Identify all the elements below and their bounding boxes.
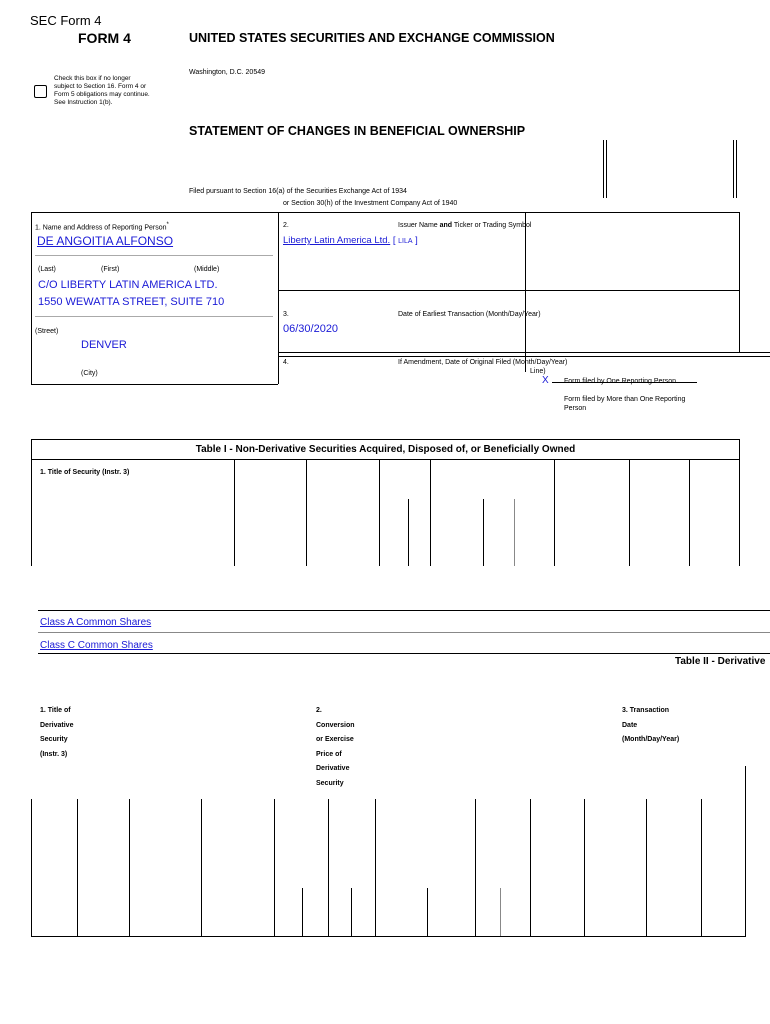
reporting-person-name-link[interactable]: DE ANGOITIA ALFONSO xyxy=(37,234,174,248)
reporting-person-label: 1. Name and Address of Reporting Person* xyxy=(35,222,169,232)
no-longer-subject-checkbox[interactable] xyxy=(34,85,47,98)
table1-row-class-a[interactable]: Class A Common Shares xyxy=(40,617,152,628)
issuer-ticker-label: Issuer Name and Ticker or Trading Symbol xyxy=(398,222,532,229)
table1-row-class-c[interactable]: Class C Common Shares xyxy=(40,640,153,651)
address-line-2: 1550 WEWATTA STREET, SUITE 710 xyxy=(38,296,225,308)
table2-title: Table II - Derivative xyxy=(675,656,766,667)
checkbox-instruction: Check this box if no longer subject to Section 16. Form 4 or Form 5 obligations may continue. See Instruction 1(b). xyxy=(54,75,150,106)
address-line-1: C/O LIBERTY LATIN AMERICA LTD. xyxy=(38,279,218,291)
table2-col-title: 1. Title of Derivative Security (Instr. 3) xyxy=(40,707,74,758)
statement-title: STATEMENT OF CHANGES IN BENEFICIAL OWNERSHIP xyxy=(189,124,526,138)
earliest-transaction-label: Date of Earliest Transaction (Month/Day/Year) xyxy=(398,311,541,318)
filed-pursuant-1: Filed pursuant to Section 16(a) of the Securities Exchange Act of 1934 xyxy=(189,188,407,195)
box3-number: 3. xyxy=(283,311,289,318)
middle-label: (Middle) xyxy=(194,266,220,273)
city-label: (City) xyxy=(81,370,98,377)
table1-title: Table I - Non-Derivative Securities Acquired, Disposed of, or Beneficially Owned xyxy=(195,444,576,455)
first-label: (First) xyxy=(101,266,120,273)
table1-col-title-security: 1. Title of Security (Instr. 3) xyxy=(40,469,130,476)
earliest-transaction-date: 06/30/2020 xyxy=(283,323,339,335)
amendment-label: If Amendment, Date of Original Filed (Month/Day/Year) xyxy=(398,359,568,366)
street-label: (Street) xyxy=(35,328,59,335)
more-person-option: Form filed by More than One Reporting Person xyxy=(564,396,686,412)
box4-number: 4. xyxy=(283,359,289,366)
line-label: Line) xyxy=(530,368,546,375)
city-value: DENVER xyxy=(81,339,127,351)
table2-col-transaction-date: 3. Transaction Date (Month/Day/Year) xyxy=(622,707,680,743)
issuer-line: Liberty Latin America Ltd. [ LILA ] xyxy=(283,235,418,246)
location: Washington, D.C. 20549 xyxy=(189,69,266,76)
issuer-name-link[interactable]: Liberty Latin America Ltd. xyxy=(283,235,391,246)
commission-title: UNITED STATES SECURITIES AND EXCHANGE COMMISSION xyxy=(189,31,555,45)
one-person-check-mark: X xyxy=(542,375,549,386)
box2-number: 2. xyxy=(283,222,289,229)
table2-col-conversion: 2. Conversion or Exercise Price of Derivative Security xyxy=(316,707,355,787)
last-label: (Last) xyxy=(38,266,56,273)
form-title: FORM 4 xyxy=(78,30,131,46)
ticker-symbol: LILA xyxy=(398,238,413,245)
filed-pursuant-2: or Section 30(h) of the Investment Company Act of 1940 xyxy=(283,200,458,207)
sec-form-label: SEC Form 4 xyxy=(30,13,102,28)
